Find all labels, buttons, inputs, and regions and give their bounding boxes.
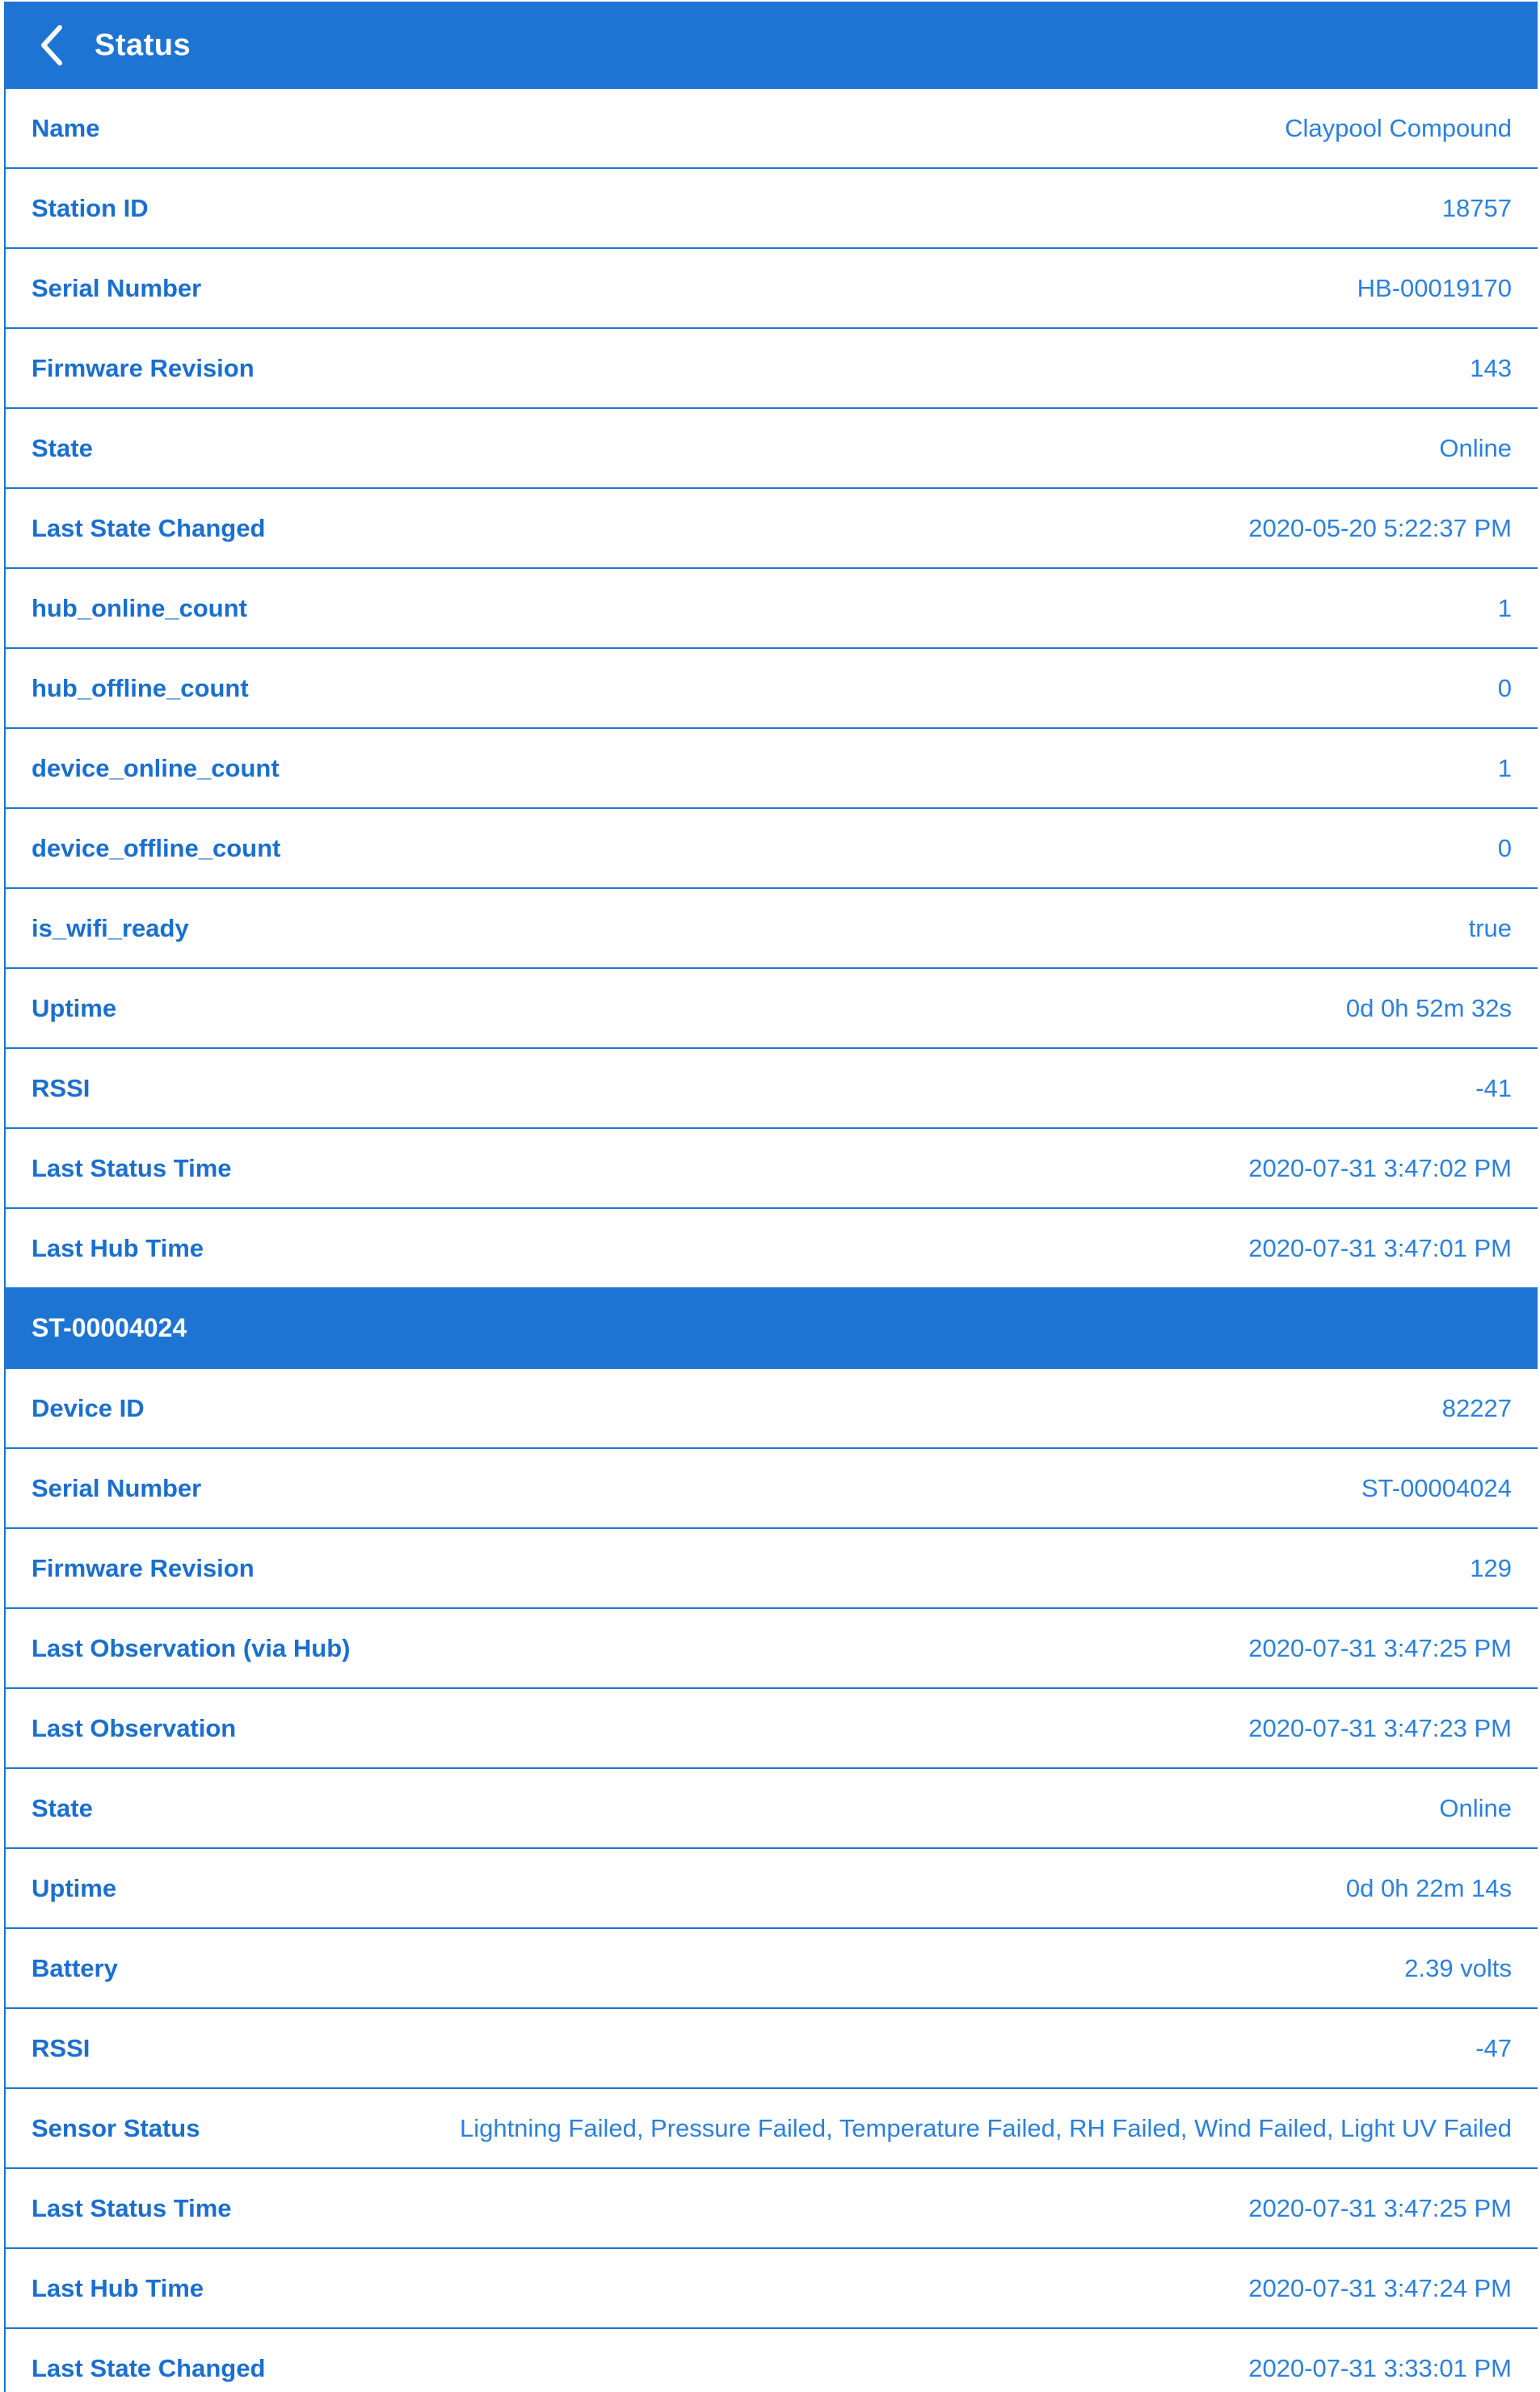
row-value: 143	[1470, 353, 1512, 382]
row-value: 129	[1470, 1553, 1512, 1582]
status-row	[6, 489, 1538, 569]
row-value: 2020-07-31 3:47:25 PM	[1248, 1633, 1512, 1662]
device-section-title: ST-00004024	[32, 1313, 187, 1342]
row-label: State	[32, 1793, 93, 1822]
status-row	[6, 1129, 1538, 1209]
row-label: Name	[32, 113, 100, 142]
row-label: Serial Number	[32, 273, 202, 302]
device-status-list	[6, 1369, 1538, 2392]
row-label: Last Hub Time	[32, 2273, 204, 2302]
status-row	[6, 809, 1538, 889]
status-row	[6, 1849, 1538, 1929]
status-row	[6, 1769, 1538, 1849]
status-row	[6, 649, 1538, 729]
row-label: device_online_count	[32, 753, 280, 782]
row-label: Last Observation	[32, 1713, 237, 1742]
row-label: Firmware Revision	[32, 353, 255, 382]
row-value: 82227	[1441, 1393, 1512, 1422]
row-value: 0d 0h 52m 32s	[1345, 993, 1512, 1022]
status-row	[6, 2009, 1538, 2089]
device-section-header	[6, 1289, 1538, 1369]
row-value: -41	[1475, 1073, 1512, 1102]
status-row	[6, 1609, 1538, 1689]
row-label: Firmware Revision	[32, 1553, 255, 1582]
row-label: Last Status Time	[32, 2193, 232, 2222]
row-label: is_wifi_ready	[32, 913, 189, 942]
row-value: 1	[1497, 593, 1512, 622]
hub-status-list	[6, 89, 1538, 1289]
row-value: 18757	[1441, 193, 1512, 222]
row-label: device_offline_count	[32, 833, 281, 862]
page-title: Status	[95, 27, 191, 62]
status-row	[6, 729, 1538, 809]
status-row	[6, 1369, 1538, 1449]
status-row	[6, 889, 1538, 969]
row-value: 2020-07-31 3:47:02 PM	[1248, 1153, 1512, 1182]
row-value: 2020-07-31 3:47:23 PM	[1248, 1713, 1512, 1742]
status-row	[6, 169, 1538, 249]
row-label: Battery	[32, 1953, 118, 1982]
row-value: Online	[1439, 433, 1512, 462]
row-label: Station ID	[32, 193, 149, 222]
row-value: 1	[1497, 753, 1512, 782]
row-value: 0	[1497, 833, 1512, 862]
row-value: 2.39 volts	[1404, 1953, 1512, 1982]
row-value: 2020-07-31 3:47:24 PM	[1248, 2273, 1512, 2302]
status-row	[6, 1049, 1538, 1129]
status-row	[6, 1449, 1538, 1529]
status-row	[6, 969, 1538, 1049]
status-row	[6, 569, 1538, 649]
chevron-left-icon	[36, 21, 68, 69]
back-button[interactable]	[15, 2, 88, 89]
row-label: Last State Changed	[32, 2353, 266, 2382]
row-value: Lightning Failed, Pressure Failed, Temperature Failed, RH Failed, Wind Failed, Light UV Failed	[459, 2113, 1512, 2142]
row-value: -47	[1475, 2033, 1512, 2062]
status-row	[6, 1689, 1538, 1769]
row-label: Uptime	[32, 993, 117, 1022]
status-row	[6, 89, 1538, 169]
row-label: hub_offline_count	[32, 673, 249, 702]
status-row	[6, 1929, 1538, 2009]
status-row	[6, 249, 1538, 329]
row-value: Claypool Compound	[1285, 113, 1512, 142]
row-label: Sensor Status	[32, 2113, 200, 2142]
status-row	[6, 329, 1538, 409]
status-row	[6, 2329, 1538, 2392]
row-value: 2020-07-31 3:47:25 PM	[1248, 2193, 1512, 2222]
row-label: Device ID	[32, 1393, 145, 1422]
row-label: hub_online_count	[32, 593, 247, 622]
row-value: 0d 0h 22m 14s	[1345, 1873, 1512, 1902]
row-value: true	[1468, 913, 1512, 942]
row-value: 2020-05-20 5:22:37 PM	[1248, 513, 1512, 542]
status-row	[6, 2089, 1538, 2169]
row-label: State	[32, 433, 93, 462]
status-row	[6, 2169, 1538, 2249]
row-label: Last State Changed	[32, 513, 266, 542]
row-label: Last Hub Time	[32, 1233, 204, 1262]
row-value: 2020-07-31 3:47:01 PM	[1248, 1233, 1512, 1262]
row-value: Online	[1439, 1793, 1512, 1822]
row-label: Last Status Time	[32, 1153, 232, 1182]
row-value: 2020-07-31 3:33:01 PM	[1248, 2353, 1512, 2382]
row-label: Uptime	[32, 1873, 117, 1902]
row-label: RSSI	[32, 1073, 90, 1102]
status-screen	[4, 2, 1538, 2392]
status-row	[6, 409, 1538, 489]
row-value: ST-00004024	[1361, 1473, 1512, 1502]
status-row	[6, 1209, 1538, 1289]
status-row	[6, 2249, 1538, 2329]
status-row	[6, 1529, 1538, 1609]
row-value: 0	[1497, 673, 1512, 702]
nav-bar	[6, 2, 1538, 89]
row-label: Serial Number	[32, 1473, 202, 1502]
row-label: RSSI	[32, 2033, 90, 2062]
row-label: Last Observation (via Hub)	[32, 1633, 351, 1662]
row-value: HB-00019170	[1357, 273, 1512, 302]
